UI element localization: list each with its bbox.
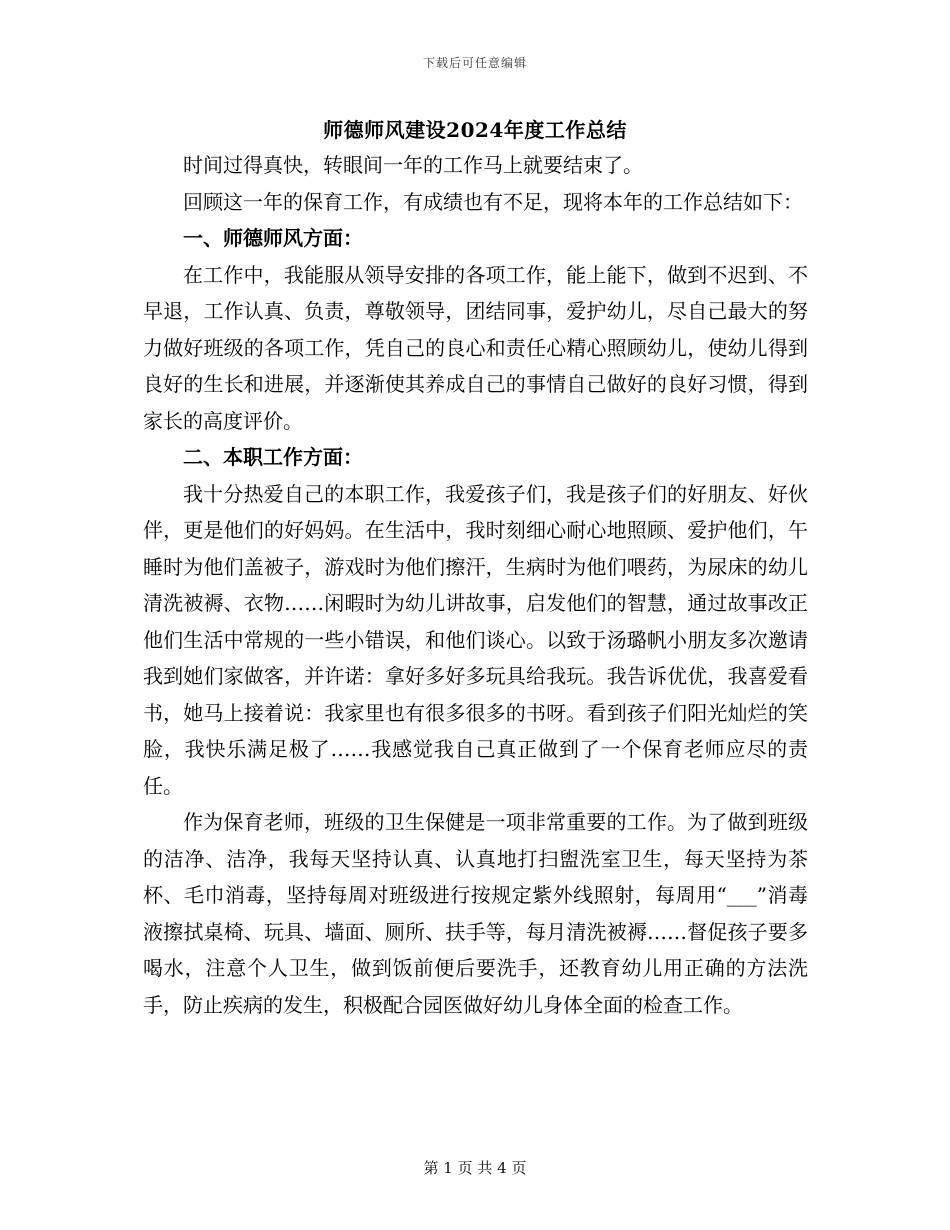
paragraph-intro: 时间过得真快，转眼间一年的工作马上就要结束了。 [183, 153, 643, 177]
header-note: 下载后可任意编辑 [422, 56, 527, 70]
section-heading-ethics: 一、师德师风方面： [183, 226, 363, 250]
paragraph-hygiene: 作为保育老师，班级的卫生保健是一项非常重要的工作。为了做到班级的洁净、洁净，我每天坚持认真、认真地打扫盥洗室卫生，每天坚持为茶杯、毛巾消毒，坚持每周对班级进行按规定紫外线照射，每周用“___”消毒液擦拭桌椅、玩具、墙面、厕所、扶手等，每月清洗被褥……督促孩子要多喝水，注意个人卫生，做到饭前便后要洗手，还教育幼儿用正确的方法洗手，防止疾病的发生，积极配合园医做好幼儿身体全面的检查工作。 [143, 810, 808, 1017]
paragraph-review: 回顾这一年的保育工作，有成绩也有不足，现将本年的工作总结如下： [183, 189, 803, 214]
paragraph-duties: 我十分热爱自己的本职工作，我爱孩子们，我是孩子们的好朋友、好伙伴，更是他们的好妈妈。在生活中，我时刻细心耐心地照顾、爱护他们，午睡时为他们盖被子，游戏时为他们擦汗，生病时为他们喂药，为尿床的幼儿清洗被褥、衣物……闲暇时为幼儿讲故事，启发他们的智慧，通过故事改正他们生活中常规的一些小错误，和他们谈心。以致于汤璐帆小朋友多次邀请我到她们家做客，并许诺：拿好多好多玩具给我玩。我告诉优优，我喜爱看书，她马上接着说：我家里也有很多很多的书呀。看到孩子们阳光灿烂的笑脸，我快乐满足极了……我感觉我自己真正做到了一个保育老师应尽的责任。 [143, 481, 808, 798]
document-title: 师德师风建设2024年度工作总结 [323, 118, 627, 142]
paragraph-ethics: 在工作中，我能服从领导安排的各项工作，能上能下，做到不迟到、不早退，工作认真、负责，尊敬领导，团结同事，爱护幼儿，尽自己最大的努力做好班级的各项工作，凭自己的良心和责任心精心照顾幼儿，使幼儿得到良好的生长和进展，并逐渐使其养成自己的事情自己做好的良好习惯，得到家长的高度评价。 [143, 262, 808, 433]
section-heading-duties: 二、本职工作方面： [183, 445, 363, 469]
document-body [143, 147, 808, 1023]
page-number: 第 1 页 共 4 页 [423, 1159, 527, 1177]
